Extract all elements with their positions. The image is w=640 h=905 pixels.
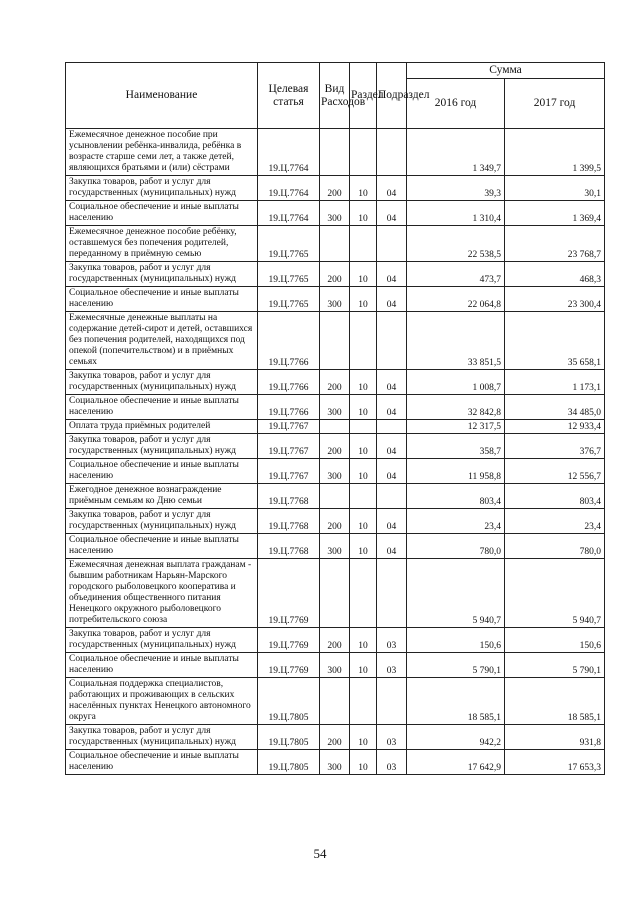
row-name: Ежемесячные денежные выплаты на содержание детей-сирот и детей, оставшихся без попечения родителей, находящихся под опекой (попечительством) и в приёмных семьях (66, 312, 258, 370)
row-sum-2017: 23 768,7 (505, 226, 605, 262)
row-sum-2016: 1 008,7 (407, 370, 505, 395)
row-subsection: 04 (377, 434, 407, 459)
row-sum-2016: 12 317,5 (407, 420, 505, 434)
row-sum-2016: 11 958,8 (407, 459, 505, 484)
header-expense-type: Вид Расходов (320, 63, 350, 129)
row-expense-type: 200 (320, 370, 350, 395)
table-row (66, 226, 605, 262)
row-subsection: 04 (377, 176, 407, 201)
row-name: Социальное обеспечение и иные выплаты населению (66, 395, 258, 420)
row-sum-2016: 33 851,5 (407, 312, 505, 370)
row-expense-type: 300 (320, 653, 350, 678)
row-subsection (377, 226, 407, 262)
row-sum-2017: 5 790,1 (505, 653, 605, 678)
row-subsection (377, 559, 407, 628)
row-expense-type: 300 (320, 750, 350, 775)
row-sum-2017: 1 399,5 (505, 129, 605, 176)
row-name: Закупка товаров, работ и услуг для государственных (муниципальных) нужд (66, 628, 258, 653)
row-sum-2017: 468,3 (505, 262, 605, 287)
row-sum-2017: 5 940,7 (505, 559, 605, 628)
row-section: 10 (350, 370, 377, 395)
row-section: 10 (350, 628, 377, 653)
row-subsection: 04 (377, 459, 407, 484)
row-expense-type (320, 420, 350, 434)
row-sum-2016: 1 349,7 (407, 129, 505, 176)
row-section (350, 226, 377, 262)
row-section (350, 559, 377, 628)
row-sum-2017: 34 485,0 (505, 395, 605, 420)
row-section (350, 678, 377, 725)
row-sum-2017: 30,1 (505, 176, 605, 201)
row-section: 10 (350, 287, 377, 312)
row-subsection: 04 (377, 395, 407, 420)
table-row (66, 459, 605, 484)
row-subsection: 04 (377, 370, 407, 395)
row-target-article: 19.Ц.7764 (258, 176, 320, 201)
row-subsection (377, 420, 407, 434)
row-subsection: 04 (377, 534, 407, 559)
header-year-2016: 2016 год (407, 79, 505, 129)
row-name: Социальное обеспечение и иные выплаты населению (66, 653, 258, 678)
row-section: 10 (350, 653, 377, 678)
row-subsection: 03 (377, 653, 407, 678)
row-section (350, 129, 377, 176)
row-expense-type: 300 (320, 534, 350, 559)
row-expense-type (320, 226, 350, 262)
row-sum-2017: 150,6 (505, 628, 605, 653)
row-expense-type: 300 (320, 395, 350, 420)
row-name: Ежегодное денежное вознаграждение приёмным семьям ко Дню семьи (66, 484, 258, 509)
row-expense-type: 200 (320, 176, 350, 201)
row-name: Закупка товаров, работ и услуг для государственных (муниципальных) нужд (66, 725, 258, 750)
row-section: 10 (350, 534, 377, 559)
row-target-article: 19.Ц.7765 (258, 226, 320, 262)
table-row (66, 725, 605, 750)
row-sum-2016: 5 790,1 (407, 653, 505, 678)
row-name: Социальное обеспечение и иные выплаты населению (66, 287, 258, 312)
row-sum-2017: 780,0 (505, 534, 605, 559)
row-subsection: 03 (377, 628, 407, 653)
page-number: 54 (313, 846, 327, 861)
row-sum-2016: 942,2 (407, 725, 505, 750)
row-target-article: 19.Ц.7764 (258, 129, 320, 176)
row-expense-type (320, 312, 350, 370)
table-row (66, 287, 605, 312)
row-target-article: 19.Ц.7766 (258, 312, 320, 370)
row-expense-type: 200 (320, 725, 350, 750)
row-target-article: 19.Ц.7769 (258, 653, 320, 678)
row-name: Ежемесячная денежная выплата гражданам - бывшим работникам Нарьян-Марского городского рыболовецкого кооператива и объединения общественного питания Ненецкого окружного рыболовецкого потребительского союза (66, 559, 258, 628)
row-section (350, 484, 377, 509)
table-row (66, 434, 605, 459)
row-expense-type: 200 (320, 509, 350, 534)
row-expense-type (320, 484, 350, 509)
table-row (66, 484, 605, 509)
row-subsection: 04 (377, 201, 407, 226)
row-subsection (377, 484, 407, 509)
row-subsection (377, 129, 407, 176)
row-target-article: 19.Ц.7767 (258, 459, 320, 484)
table-row (66, 509, 605, 534)
row-section: 10 (350, 262, 377, 287)
row-target-article: 19.Ц.7764 (258, 201, 320, 226)
row-subsection: 04 (377, 287, 407, 312)
row-expense-type: 300 (320, 287, 350, 312)
row-subsection: 03 (377, 725, 407, 750)
row-sum-2017: 23,4 (505, 509, 605, 534)
row-name: Социальное обеспечение и иные выплаты населению (66, 750, 258, 775)
row-sum-2016: 150,6 (407, 628, 505, 653)
row-subsection: 03 (377, 750, 407, 775)
row-sum-2016: 23,4 (407, 509, 505, 534)
row-target-article: 19.Ц.7768 (258, 509, 320, 534)
row-section (350, 420, 377, 434)
row-sum-2017: 931,8 (505, 725, 605, 750)
row-sum-2016: 473,7 (407, 262, 505, 287)
row-target-article: 19.Ц.7767 (258, 420, 320, 434)
row-section: 10 (350, 434, 377, 459)
table-row (66, 678, 605, 725)
row-name: Ежемесячное денежное пособие ребёнку, оставшемуся без попечения родителей, переданному в приёмную семью (66, 226, 258, 262)
budget-table (65, 62, 605, 775)
table-row (66, 129, 605, 176)
table-row (66, 653, 605, 678)
row-sum-2016: 22 064,8 (407, 287, 505, 312)
row-subsection (377, 312, 407, 370)
header-year-2017: 2017 год (505, 79, 605, 129)
row-target-article: 19.Ц.7765 (258, 287, 320, 312)
row-expense-type (320, 559, 350, 628)
table-row (66, 201, 605, 226)
row-sum-2017: 18 585,1 (505, 678, 605, 725)
row-sum-2017: 12 933,4 (505, 420, 605, 434)
table-row (66, 559, 605, 628)
row-expense-type: 200 (320, 628, 350, 653)
table-row (66, 534, 605, 559)
table-row (66, 370, 605, 395)
row-target-article: 19.Ц.7766 (258, 370, 320, 395)
row-sum-2016: 39,3 (407, 176, 505, 201)
row-sum-2017: 35 658,1 (505, 312, 605, 370)
row-section: 10 (350, 725, 377, 750)
row-name: Закупка товаров, работ и услуг для государственных (муниципальных) нужд (66, 434, 258, 459)
row-sum-2016: 5 940,7 (407, 559, 505, 628)
row-sum-2016: 17 642,9 (407, 750, 505, 775)
row-name: Закупка товаров, работ и услуг для государственных (муниципальных) нужд (66, 509, 258, 534)
row-subsection (377, 678, 407, 725)
row-expense-type: 300 (320, 459, 350, 484)
row-target-article: 19.Ц.7805 (258, 725, 320, 750)
row-sum-2017: 17 653,3 (505, 750, 605, 775)
row-sum-2016: 780,0 (407, 534, 505, 559)
header-sum: Сумма (407, 63, 605, 79)
row-sum-2017: 1 173,1 (505, 370, 605, 395)
table-row (66, 176, 605, 201)
row-name: Социальная поддержка специалистов, работающих и проживающих в сельских населённых пунктах Ненецкого автономного округа (66, 678, 258, 725)
row-name: Закупка товаров, работ и услуг для государственных (муниципальных) нужд (66, 370, 258, 395)
row-subsection: 04 (377, 509, 407, 534)
row-sum-2016: 18 585,1 (407, 678, 505, 725)
row-target-article: 19.Ц.7769 (258, 559, 320, 628)
row-name: Оплата труда приёмных родителей (66, 420, 258, 434)
row-sum-2016: 22 538,5 (407, 226, 505, 262)
row-expense-type (320, 678, 350, 725)
row-section: 10 (350, 750, 377, 775)
row-sum-2017: 376,7 (505, 434, 605, 459)
table-row (66, 628, 605, 653)
row-sum-2016: 32 842,8 (407, 395, 505, 420)
row-sum-2016: 803,4 (407, 484, 505, 509)
header-name: Наименование (66, 63, 258, 129)
row-name: Социальное обеспечение и иные выплаты населению (66, 534, 258, 559)
table-row (66, 420, 605, 434)
table-row (66, 750, 605, 775)
row-target-article: 19.Ц.7765 (258, 262, 320, 287)
row-target-article: 19.Ц.7766 (258, 395, 320, 420)
row-section: 10 (350, 509, 377, 534)
row-sum-2017: 12 556,7 (505, 459, 605, 484)
row-target-article: 19.Ц.7768 (258, 484, 320, 509)
row-target-article: 19.Ц.7805 (258, 750, 320, 775)
row-expense-type (320, 129, 350, 176)
row-target-article: 19.Ц.7805 (258, 678, 320, 725)
row-target-article: 19.Ц.7768 (258, 534, 320, 559)
row-section: 10 (350, 176, 377, 201)
header-target-article: Целевая статья (258, 63, 320, 129)
table-row (66, 312, 605, 370)
header-subsection: Подраздел (377, 63, 407, 129)
row-sum-2016: 1 310,4 (407, 201, 505, 226)
table-row (66, 395, 605, 420)
row-sum-2016: 358,7 (407, 434, 505, 459)
row-section (350, 312, 377, 370)
header-section: Раздел (350, 63, 377, 129)
row-section: 10 (350, 201, 377, 226)
row-sum-2017: 1 369,4 (505, 201, 605, 226)
row-name: Закупка товаров, работ и услуг для государственных (муниципальных) нужд (66, 262, 258, 287)
row-name: Ежемесячное денежное пособие при усыновлении ребёнка-инвалида, ребёнка в возрасте старше семи лет, а также детей, являющихся братьями и (или) сёстрами (66, 129, 258, 176)
row-target-article: 19.Ц.7769 (258, 628, 320, 653)
row-sum-2017: 803,4 (505, 484, 605, 509)
row-expense-type: 300 (320, 201, 350, 226)
row-section: 10 (350, 395, 377, 420)
row-sum-2017: 23 300,4 (505, 287, 605, 312)
table-body (66, 129, 605, 775)
row-name: Социальное обеспечение и иные выплаты населению (66, 459, 258, 484)
row-subsection: 04 (377, 262, 407, 287)
row-expense-type: 200 (320, 262, 350, 287)
row-expense-type: 200 (320, 434, 350, 459)
row-name: Социальное обеспечение и иные выплаты населению (66, 201, 258, 226)
table-row (66, 262, 605, 287)
row-section: 10 (350, 459, 377, 484)
row-name: Закупка товаров, работ и услуг для государственных (муниципальных) нужд (66, 176, 258, 201)
row-target-article: 19.Ц.7767 (258, 434, 320, 459)
